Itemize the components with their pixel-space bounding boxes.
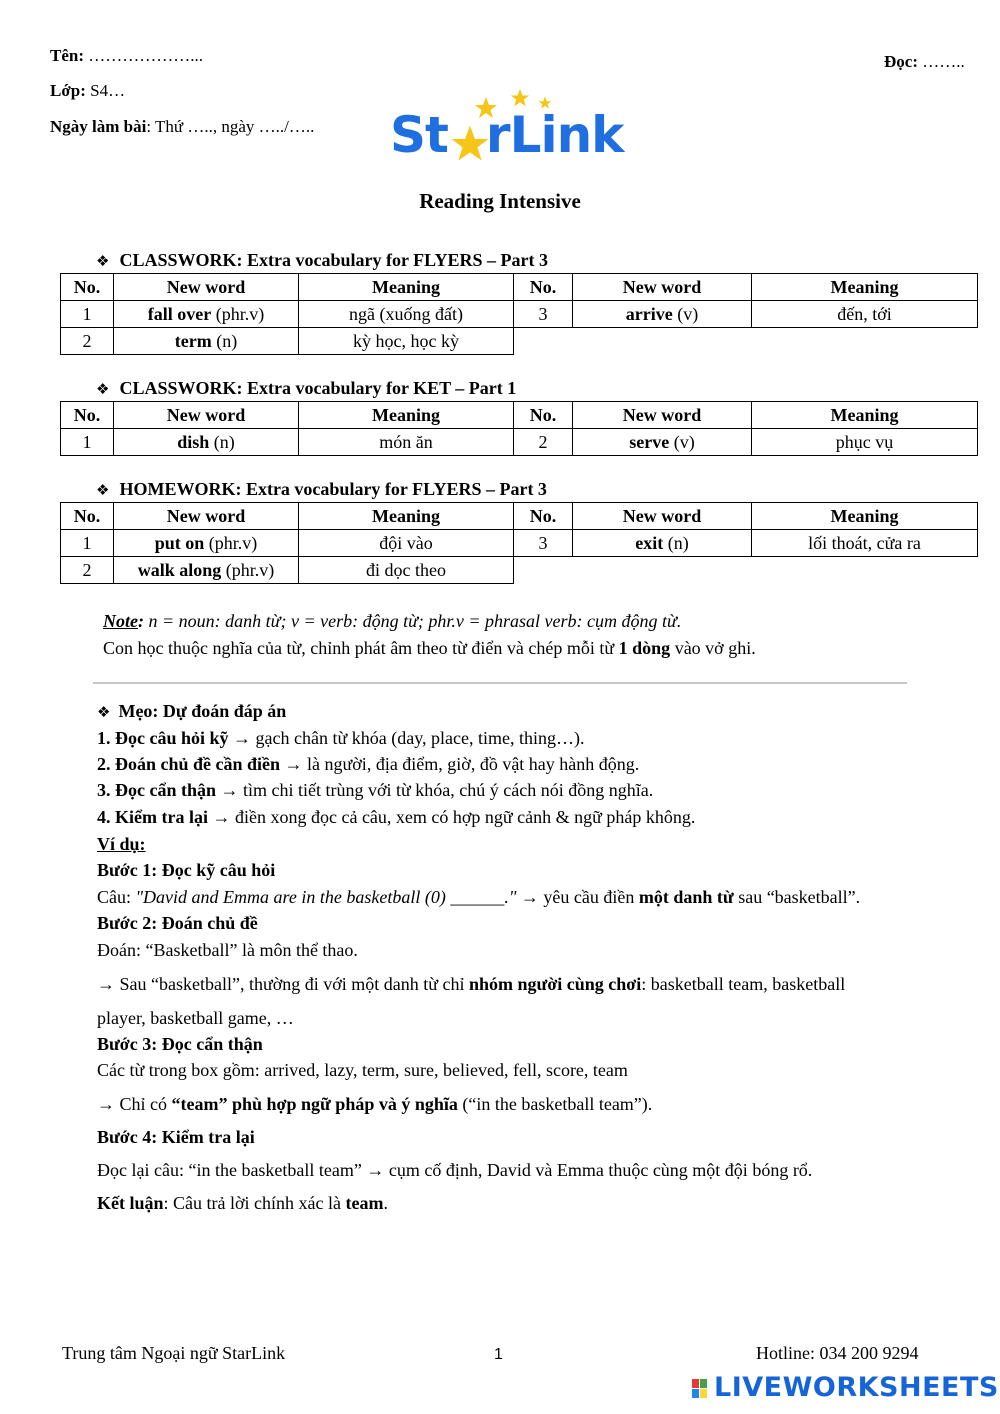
section-heading: ❖ CLASSWORK: Extra vocabulary for KET – Part 1 <box>96 378 517 398</box>
table-header-row <box>61 402 978 429</box>
step-title: Bước 2: Đoán chủ đề <box>97 913 258 933</box>
column-header: No. <box>61 503 114 530</box>
tip-step: 3. Đọc cẩn thận → tìm chi tiết trùng với từ khóa, chú ý cách nói đồng nghĩa. <box>97 780 654 800</box>
word-number: 1 <box>61 429 114 456</box>
note-label: Note <box>103 611 138 631</box>
new-word: serve (v) <box>573 429 752 456</box>
vocab-table-flyers-classwork <box>60 273 978 355</box>
step-text: Đoán: “Basketball” là môn thể thao. <box>97 940 358 960</box>
diamond-bullet-icon: ❖ <box>96 252 110 270</box>
word-number: 3 <box>514 530 573 557</box>
table-row <box>61 429 978 456</box>
divider <box>93 682 907 684</box>
word-number: 2 <box>61 557 114 584</box>
word-number: 2 <box>61 328 114 355</box>
step-title: Bước 3: Đọc cẩn thận <box>97 1034 263 1054</box>
column-header: Meaning <box>299 402 514 429</box>
star-icon <box>450 124 490 164</box>
class-value: S4… <box>85 81 126 100</box>
table-row <box>61 328 978 355</box>
table-header-row <box>61 274 978 301</box>
step-text: Các từ trong box gồm: arrived, lazy, term, sure, believed, fell, score, team <box>97 1060 628 1080</box>
reading-label: Đọc: <box>884 52 918 71</box>
conclusion: Kết luận: Câu trả lời chính xác là team. <box>97 1193 388 1213</box>
new-word: dish (n) <box>114 429 299 456</box>
column-header: New word <box>114 402 299 429</box>
word-meaning: phục vụ <box>752 429 978 456</box>
star-icon <box>474 96 498 120</box>
name-label: Tên: <box>50 46 84 65</box>
step-title: Bước 1: Đọc kỹ câu hỏi <box>97 860 276 880</box>
column-header: New word <box>114 503 299 530</box>
column-header: No. <box>61 402 114 429</box>
new-word: arrive (v) <box>573 301 752 328</box>
date-line <box>50 117 314 137</box>
diamond-bullet-icon: ❖ <box>96 481 110 499</box>
date-value[interactable]: : Thứ ….., ngày …../….. <box>146 117 315 136</box>
column-header: New word <box>573 402 752 429</box>
column-header: Meaning <box>752 402 978 429</box>
page-number: 1 <box>494 1346 503 1363</box>
word-number: 2 <box>514 429 573 456</box>
new-word: exit (n) <box>573 530 752 557</box>
table-row <box>61 557 978 584</box>
word-number: 1 <box>61 301 114 328</box>
empty-cell <box>514 557 978 584</box>
step-text: → Chỉ có “team” phù hợp ngữ pháp và ý nghĩa (“in the basketball team”). <box>97 1094 653 1114</box>
tip-step: 2. Đoán chủ đề cần điền → là người, địa điểm, giờ, đồ vật hay hành động. <box>97 754 640 774</box>
new-word: put on (phr.v) <box>114 530 299 557</box>
diamond-bullet-icon: ❖ <box>97 703 111 721</box>
table-header-row <box>61 503 978 530</box>
table-row <box>61 301 978 328</box>
vocab-table-ket-classwork <box>60 401 978 456</box>
reading-score-line <box>884 52 965 72</box>
class-label: Lớp: <box>50 81 86 100</box>
liveworksheets-logo-icon <box>692 1379 708 1399</box>
column-header: No. <box>61 274 114 301</box>
star-icon <box>538 96 552 110</box>
word-meaning: món ăn <box>299 429 514 456</box>
column-header: Meaning <box>299 274 514 301</box>
column-header: Meaning <box>752 503 978 530</box>
section-heading: ❖ HOMEWORK: Extra vocabulary for FLYERS – Part 3 <box>96 479 547 499</box>
column-header: Meaning <box>299 503 514 530</box>
new-word: fall over (phr.v) <box>114 301 299 328</box>
word-meaning: đến, tới <box>752 301 978 328</box>
starlink-logo <box>390 88 640 168</box>
word-meaning: lối thoát, cửa ra <box>752 530 978 557</box>
column-header: New word <box>573 274 752 301</box>
step-text: Đọc lại câu: “in the basketball team” → cụm cố định, David và Emma thuộc cùng một đội bóng rổ. <box>97 1160 813 1180</box>
word-meaning: kỳ học, học kỳ <box>299 328 514 355</box>
tips-heading: ❖ Mẹo: Dự đoán đáp án <box>97 701 287 721</box>
note-instruction: Con học thuộc nghĩa của từ, chỉnh phát âm theo từ điển và chép mỗi từ 1 dòng vào vở ghi. <box>103 638 756 658</box>
page-title: Reading Intensive <box>419 189 581 213</box>
note-text: n = noun: danh từ; v = verb: động từ; phr.v = phrasal verb: cụm động từ. <box>144 611 682 631</box>
column-header: No. <box>514 402 573 429</box>
section-heading: ❖ CLASSWORK: Extra vocabulary for FLYERS – Part 3 <box>96 250 548 270</box>
column-header: New word <box>114 274 299 301</box>
word-number: 3 <box>514 301 573 328</box>
column-header: No. <box>514 503 573 530</box>
word-meaning: ngã (xuống đất) <box>299 301 514 328</box>
empty-cell <box>514 328 978 355</box>
word-meaning: đội vào <box>299 530 514 557</box>
step-text: player, basketball game, … <box>97 1008 294 1028</box>
reading-value[interactable]: …….. <box>917 52 965 71</box>
step-title: Bước 4: Kiểm tra lại <box>97 1127 255 1147</box>
watermark-text: LIVEWORKSHEETS <box>714 1372 999 1403</box>
new-word: walk along (phr.v) <box>114 557 299 584</box>
step-text: → Sau “basketball”, thường đi với một danh từ chỉ nhóm người cùng chơi: basketball team, basketball <box>97 974 846 994</box>
vocab-table-flyers-homework <box>60 502 978 584</box>
date-label: Ngày làm bài <box>50 117 147 136</box>
logo-wordmark: St rLink <box>390 106 624 164</box>
class-line <box>50 81 125 101</box>
column-header: No. <box>514 274 573 301</box>
name-value[interactable]: ………………... <box>84 46 203 65</box>
example-label: Ví dụ: <box>97 834 146 854</box>
new-word: term (n) <box>114 328 299 355</box>
diamond-bullet-icon: ❖ <box>96 380 110 398</box>
tip-step: 4. Kiểm tra lại → điền xong đọc cả câu, xem có hợp ngữ cảnh & ngữ pháp không. <box>97 807 696 827</box>
word-meaning: đi dọc theo <box>299 557 514 584</box>
student-name-line <box>50 46 203 66</box>
footer-hotline: Hotline: 034 200 9294 <box>756 1343 919 1363</box>
footer-center-name: Trung tâm Ngoại ngữ StarLink <box>62 1343 286 1363</box>
column-header: New word <box>573 503 752 530</box>
note-line: Note: n = noun: danh từ; v = verb: động từ; phr.v = phrasal verb: cụm động từ. <box>103 611 682 631</box>
table-row <box>61 530 978 557</box>
column-header: Meaning <box>752 274 978 301</box>
star-icon <box>510 88 530 108</box>
tip-step: 1. Đọc câu hỏi kỹ → gạch chân từ khóa (day, place, time, thing…). <box>97 728 585 748</box>
word-number: 1 <box>61 530 114 557</box>
step-text: Câu: "David and Emma are in the basketball (0) ______." → yêu cầu điền một danh từ sau “basketball”. <box>97 887 861 907</box>
